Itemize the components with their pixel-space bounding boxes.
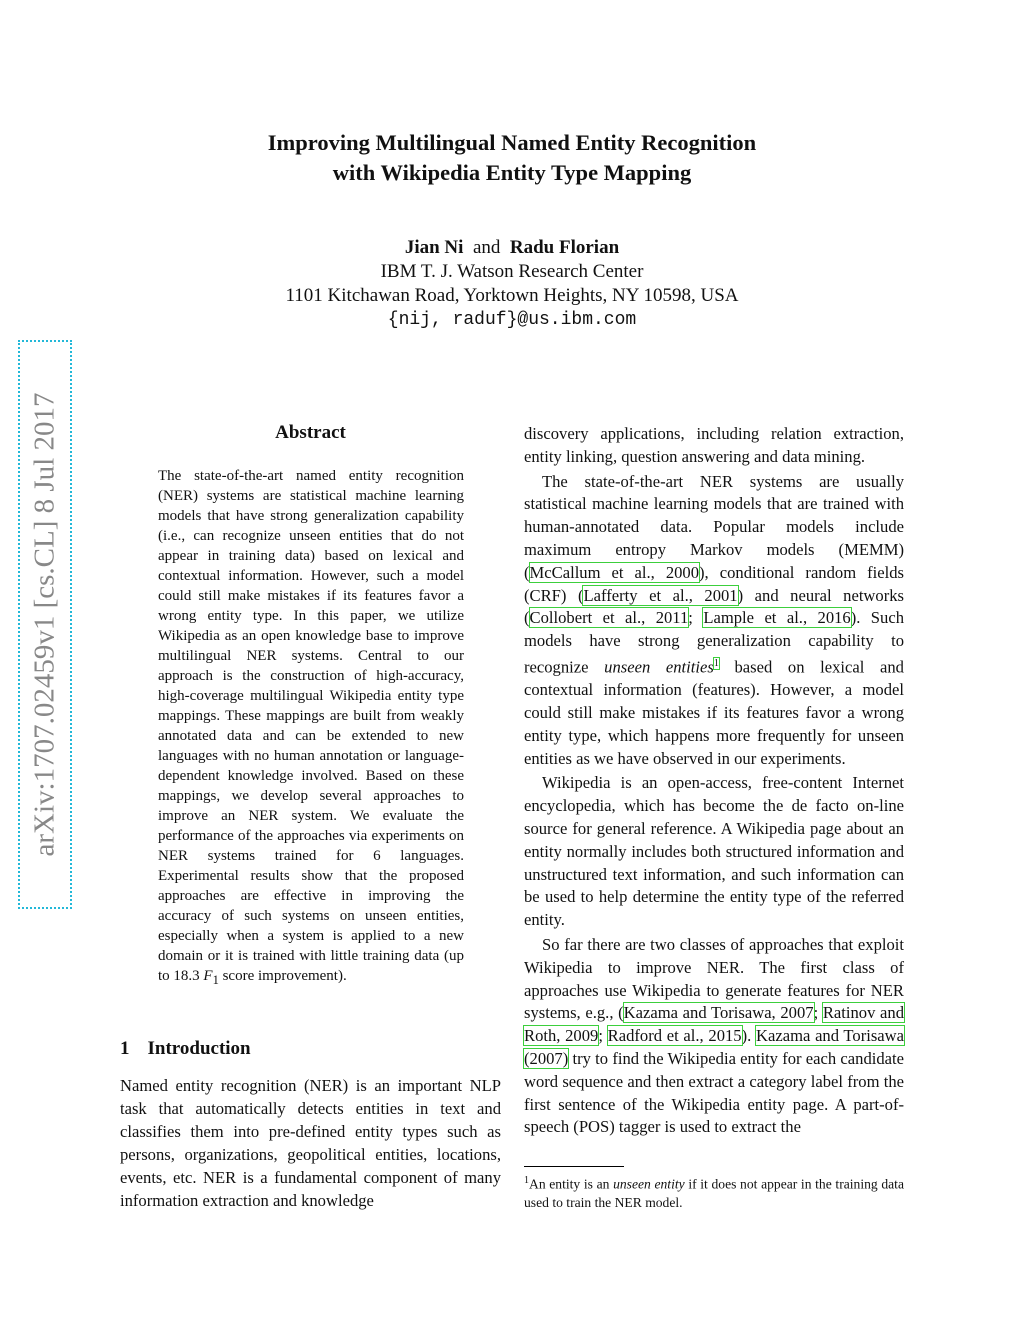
text-run: ; [813, 1003, 819, 1023]
citation-ratinov[interactable]: Ratinov and Roth, 2009 [524, 1003, 905, 1046]
author-and: and [472, 237, 501, 258]
author-names [0, 236, 1024, 260]
section-number: 1 [120, 1038, 130, 1059]
text-run: ). [741, 1026, 752, 1046]
footnote [524, 1172, 904, 1212]
text-run: based on lexical and contextual information (features). However, a model could still make mistakes if its features favor a wrong entity type, which happens more frequently for unseen entities as we have observed in our experiments. [524, 657, 904, 768]
text-run: ; [688, 608, 693, 628]
author-1: Jian Ni [404, 237, 464, 258]
citation-lample[interactable]: Lample et al., 2016 [703, 608, 851, 628]
arxiv-id[interactable]: arXiv:1707.02459v1 [cs.CL] 8 Jul 2017 [28, 392, 61, 857]
footnote-rule [524, 1166, 624, 1167]
citation-kazama-2007[interactable]: Kazama and Torisawa, 2007 [623, 1003, 814, 1023]
address: 1101 Kitchawan Road, Yorktown Heights, NY 10598, USA [285, 285, 739, 306]
text-run: An entity is an [529, 1176, 610, 1192]
section-title: Introduction [147, 1038, 251, 1059]
abstract-text: The state-of-the-art named entity recognition (NER) systems are statistical machine learning models that have strong generalization capability (i.e., can recognize unseen entities that do not appear in training data) based on lexical and contextual information. However, such a model could still make mistakes if its features favor a wrong entity type. In this paper, we utilize Wikipedia as an open knowledge base to improve multilingual NER systems. Central to our approach is the construction of high-accuracy, high-coverage multilingual Wikipedia entity type mappings. These mappings are built from weakly annotated data and can be extended to new languages with no human annotation or language-dependent knowledge involved. Based on these mappings, we develop several approaches to improve an NER system. We evaluate the performance of the approaches via experiments on NER systems trained for 6 languages. Experimental results show that the proposed approaches are effective in improving the accuracy of such systems on unseen entities, especially when a system is applied to a new domain or it is trained with little training data (up to 18.3 [158, 468, 464, 984]
citation-radford[interactable]: Radford et al., 2015 [607, 1026, 742, 1046]
footnote-link[interactable]: 1 [713, 657, 719, 669]
col2-paragraph-3: Wikipedia is an open-access, free-content Internet encyclopedia, which has become the de facto on-line source for general reference. A Wikipedia page about an entity normally includes both structured information and unstructured text information, and such information can be used to help determine the entity type of the referred entity. [524, 773, 904, 930]
intro-paragraph-1: Named entity recognition (NER) is an important NLP task that automatically detects entities in text and classifies them into pre-defined entity types such as persons, organizations, geopolitical entities, locations, events, etc. NER is a fundamental component of many information extraction and knowledge [120, 1076, 501, 1210]
citation-collobert[interactable]: Collobert et al., 2011 [529, 608, 689, 628]
f1-symbol: F [203, 968, 213, 984]
col2-paragraph-2 [524, 471, 904, 771]
affiliation: IBM T. J. Watson Research Center [380, 261, 644, 282]
abstract-heading: Abstract [275, 422, 346, 443]
f1-subscript: 1 [212, 973, 219, 987]
text-run: try to find the Wikipedia entity for each candidate word sequence and then extract a category label from the first sentence of the Wikipedia entity page. A part-of-speech (POS) tagger is used to extract the [524, 1049, 905, 1137]
paper-title [0, 128, 1024, 188]
text-run: ), conditional random fields (CRF) ( [524, 562, 904, 605]
author-2: Radu Florian [509, 237, 620, 258]
col2-paragraph-4 [524, 934, 904, 1139]
text-run: So far there are two classes of approaches that exploit Wikipedia to improve NER. The first class of approaches use Wikipedia to generate features for NER systems, e.g., ( [524, 935, 904, 1023]
text-run: ; [598, 1026, 603, 1046]
text-run: ). Such models have strong generalization capability to recognize [524, 608, 904, 677]
author-block [0, 236, 1024, 332]
footnote-term: unseen entity [613, 1176, 685, 1192]
citation-lafferty[interactable]: Lafferty et al., 2001 [583, 585, 738, 605]
unseen-entities-term: unseen entities [604, 657, 714, 677]
abstract-end: score improvement). [222, 968, 347, 984]
text-run: ) and neural networks ( [524, 585, 904, 628]
right-column [524, 423, 904, 1141]
citation-kazama-2007-inline[interactable]: Kazama and Torisawa (2007) [524, 1026, 905, 1069]
title-line-1: Improving Multilingual Named Entity Recognition [267, 130, 757, 155]
abstract-body [158, 466, 464, 990]
section-heading [120, 1038, 251, 1060]
title-line-2: with Wikipedia Entity Type Mapping [332, 160, 692, 185]
col2-paragraph-1: discovery applications, including relation extraction, entity linking, question answering and data mining. [524, 424, 904, 466]
arxiv-stamp[interactable] [18, 340, 72, 909]
footnote-number: 1 [524, 1175, 529, 1186]
email: {nij, raduf}@us.ibm.com [387, 310, 637, 330]
citation-mccallum[interactable]: McCallum et al., 2000 [529, 562, 700, 582]
text-run: if it does not appear in the training data used to train the NER model. [524, 1176, 904, 1210]
text-run: The state-of-the-art NER systems are usually statistical machine learning models that are trained with human-annotated data. Popular models include maximum entropy Markov models (MEMM) ( [524, 471, 904, 582]
